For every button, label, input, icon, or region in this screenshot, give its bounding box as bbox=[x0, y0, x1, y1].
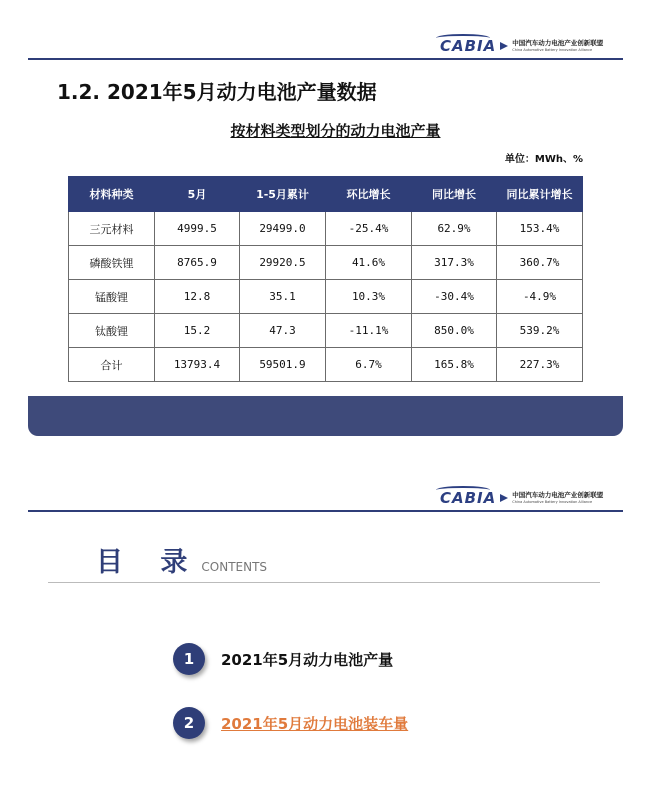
toc-heading bbox=[96, 540, 267, 579]
table-row bbox=[69, 246, 583, 280]
table-cell: 锰酸锂 bbox=[69, 280, 155, 314]
table-cell: 165.8% bbox=[412, 348, 497, 382]
table-cell: 47.3 bbox=[240, 314, 326, 348]
cabia-logo bbox=[440, 489, 603, 507]
arrow-icon bbox=[500, 42, 508, 50]
section-title: 1.2. 2021年5月动力电池产量数据 bbox=[57, 80, 377, 104]
table-cell: 850.0% bbox=[412, 314, 497, 348]
alliance-name-en: China Automotive Battery Innovation Alliance bbox=[512, 499, 593, 504]
table-cell: 15.2 bbox=[155, 314, 240, 348]
table-cell: 10.3% bbox=[326, 280, 412, 314]
header-divider bbox=[28, 58, 623, 60]
table-cell: 合计 bbox=[69, 348, 155, 382]
table-cell: 磷酸铁锂 bbox=[69, 246, 155, 280]
toc-title-cn: 目 录 bbox=[96, 547, 202, 578]
table-cell: 59501.9 bbox=[240, 348, 326, 382]
table-cell: -25.4% bbox=[326, 212, 412, 246]
toc-item-production[interactable] bbox=[173, 643, 393, 675]
table-cell: 62.9% bbox=[412, 212, 497, 246]
logo-mark: CABIA bbox=[440, 489, 497, 507]
toc-number-badge: 2 bbox=[173, 707, 205, 739]
toc-number-badge: 1 bbox=[173, 643, 205, 675]
header-mom: 环比增长 bbox=[326, 177, 412, 212]
table-cell: 539.2% bbox=[497, 314, 583, 348]
toc-item-installation[interactable] bbox=[173, 707, 408, 739]
table-row bbox=[69, 314, 583, 348]
table-cell: 35.1 bbox=[240, 280, 326, 314]
arrow-icon bbox=[500, 494, 508, 502]
table-cell: 12.8 bbox=[155, 280, 240, 314]
table-row bbox=[69, 212, 583, 246]
logo-mark: CABIA bbox=[440, 37, 497, 55]
header-may: 5月 bbox=[155, 177, 240, 212]
table-cell: 360.7% bbox=[497, 246, 583, 280]
table-cell: 41.6% bbox=[326, 246, 412, 280]
alliance-name-en: China Automotive Battery Innovation Alliance bbox=[512, 47, 593, 52]
table-cell: -30.4% bbox=[412, 280, 497, 314]
toc-divider bbox=[48, 582, 600, 583]
table-cell: 153.4% bbox=[497, 212, 583, 246]
table-cell: -11.1% bbox=[326, 314, 412, 348]
header-divider bbox=[28, 510, 623, 512]
table-title: 按材料类型划分的动力电池产量 bbox=[230, 122, 441, 140]
table-row-total bbox=[69, 348, 583, 382]
unit-label: 单位：MWh、% bbox=[504, 154, 583, 165]
alliance-name-cn: 中国汽车动力电池产业创新联盟 bbox=[512, 39, 604, 47]
table-cell: 29920.5 bbox=[240, 246, 326, 280]
header-ytd: 1-5月累计 bbox=[240, 177, 326, 212]
alliance-name-cn: 中国汽车动力电池产业创新联盟 bbox=[512, 491, 604, 499]
table-cell: 4999.5 bbox=[155, 212, 240, 246]
footer-band bbox=[28, 396, 623, 436]
toc-item-label: 2021年5月动力电池产量 bbox=[221, 650, 394, 669]
toc-title-en: CONTENTS bbox=[201, 560, 268, 574]
table-header-row bbox=[69, 177, 583, 212]
table-cell: 8765.9 bbox=[155, 246, 240, 280]
header-yoy-cum: 同比累计增长 bbox=[497, 177, 583, 212]
table-cell: 227.3% bbox=[497, 348, 583, 382]
table-cell: 29499.0 bbox=[240, 212, 326, 246]
production-table bbox=[68, 176, 583, 382]
table-cell: 钛酸锂 bbox=[69, 314, 155, 348]
cabia-logo bbox=[440, 37, 603, 55]
table-cell: 6.7% bbox=[326, 348, 412, 382]
header-material: 材料种类 bbox=[69, 177, 155, 212]
table-cell: 13793.4 bbox=[155, 348, 240, 382]
toc-item-label[interactable]: 2021年5月动力电池装车量 bbox=[221, 714, 409, 733]
table-row bbox=[69, 280, 583, 314]
table-cell: 三元材料 bbox=[69, 212, 155, 246]
table-cell: 317.3% bbox=[412, 246, 497, 280]
table-cell: -4.9% bbox=[497, 280, 583, 314]
header-yoy: 同比增长 bbox=[412, 177, 497, 212]
